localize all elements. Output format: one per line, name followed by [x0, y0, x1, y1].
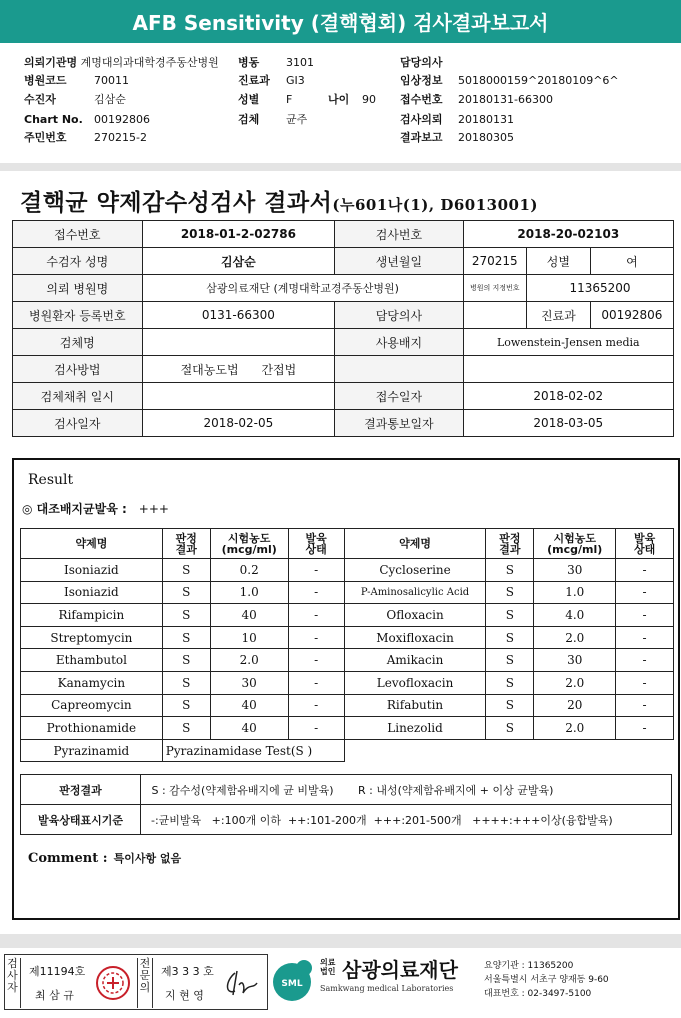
specialist-no: 제3 3 3 호	[161, 965, 214, 978]
resident-no-label: 주민번호	[24, 131, 67, 144]
accession-value: 20180131-66300	[458, 93, 553, 106]
cell-judge: S	[486, 604, 534, 627]
cell-conc: 2.0	[534, 717, 616, 740]
growth-criteria-label: 발육상태표시기준	[21, 805, 141, 835]
department-label: 진료과	[526, 302, 590, 329]
table-row	[21, 604, 674, 627]
cell-conc: 30	[534, 559, 616, 582]
cell-growth: -	[288, 717, 344, 740]
cell-conc: 0.2	[210, 559, 288, 582]
specialist-label-text: 전문의	[139, 957, 151, 994]
cell-growth: -	[616, 694, 674, 717]
report-title-bar	[0, 0, 681, 46]
document-title-text: 결핵균 약제감수성검사 결과서	[20, 189, 333, 216]
table-row	[21, 559, 674, 582]
col-judge: 판정 결과	[162, 529, 210, 559]
cell-judge: S	[486, 649, 534, 672]
control-growth-label: ◎ 대조배지균발육 :	[22, 502, 127, 516]
request-date-value: 20180131	[458, 113, 514, 126]
cell-judge: S	[162, 694, 210, 717]
hospital-code-value: 70011	[94, 74, 129, 87]
patient-name-label: 수검자 성명	[13, 248, 143, 275]
chart-no-value: 00192806	[94, 113, 150, 126]
cell-growth: -	[616, 626, 674, 649]
comment-label: Comment :	[28, 851, 108, 866]
collection-label: 검체채취 일시	[13, 383, 143, 410]
cell-growth: -	[288, 649, 344, 672]
cell-conc: 2.0	[534, 626, 616, 649]
cell-drug: Pyrazinamid	[21, 739, 163, 762]
cell-growth: -	[616, 717, 674, 740]
col-drug-2: 약제명	[344, 529, 486, 559]
cell-judge: S	[162, 604, 210, 627]
col-drug: 약제명	[21, 529, 163, 559]
cell-conc: 4.0	[534, 604, 616, 627]
cell-conc: 40	[210, 717, 288, 740]
cell-conc: 40	[210, 604, 288, 627]
cell-conc: 30	[210, 671, 288, 694]
patient-info-table	[12, 220, 674, 437]
cell-drug: Rifabutin	[344, 694, 486, 717]
cell-judge: S	[486, 717, 534, 740]
cell-growth: -	[288, 581, 344, 604]
registration-value: 0131-66300	[142, 302, 335, 329]
cell-judge: S	[162, 626, 210, 649]
table-row-pyrazinamid	[21, 739, 674, 762]
age-value: 90	[362, 93, 376, 106]
seal-stamp-icon	[93, 963, 133, 1003]
accession-label: 접수번호	[400, 93, 443, 106]
medium-label: 사용배지	[335, 329, 463, 356]
report-date-value: 20180305	[458, 131, 514, 144]
dept-label: 진료과	[238, 74, 270, 87]
method-label: 검사방법	[13, 356, 143, 383]
org-name: 삼광의료재단	[342, 958, 458, 982]
judgement-text	[141, 775, 672, 805]
cell-judge: S	[162, 581, 210, 604]
signature-box	[4, 954, 268, 1010]
received-value: 2018-02-02	[463, 383, 673, 410]
table-row	[21, 717, 674, 740]
cell-drug: Cycloserine	[344, 559, 486, 582]
cell-conc: 2.0	[210, 649, 288, 672]
col-growth-2: 발육 상태	[616, 529, 674, 559]
sml-logo-icon	[270, 956, 314, 1002]
org-address: 서울특별시 서초구 양재동 9-60	[484, 975, 609, 985]
tested-value: 2018-02-05	[142, 410, 335, 437]
comment	[28, 850, 181, 866]
document-title	[20, 184, 538, 217]
drug-table-header	[21, 529, 674, 559]
method-2: 간접법	[261, 362, 297, 377]
reported-value: 2018-03-05	[463, 410, 673, 437]
table-row	[21, 626, 674, 649]
cell-judge: S	[486, 626, 534, 649]
hospital-name-label: 의뢰 병원명	[13, 275, 143, 302]
gender-value: 여	[590, 248, 673, 275]
cell-drug: Capreomycin	[21, 694, 163, 717]
tester-label	[5, 958, 21, 1008]
hospital-code-label: 병원코드	[24, 74, 67, 87]
dept-value: GI3	[286, 74, 305, 87]
judgement-r: R : 내성(약제함유배지에 + 이상 균발육)	[358, 783, 554, 797]
result-section	[12, 458, 680, 920]
method-blank-a	[335, 356, 463, 383]
doctor-value	[463, 302, 526, 329]
org-english: Samkwang medical Laboratories	[320, 984, 454, 993]
growth-criteria-text: -:균비발육 +:100개 이하 ++:101-200개 +++:201-500개 ++++:+++이상(융합발육)	[141, 805, 672, 835]
col-conc-2: 시험농도 (mcg/ml)	[534, 529, 616, 559]
cell-conc: 40	[210, 694, 288, 717]
clinical-info-value: 5018000159^20180109^6^	[458, 74, 619, 87]
cell-growth: -	[616, 604, 674, 627]
age-label: 나이	[328, 93, 350, 106]
table-row	[21, 671, 674, 694]
table-row	[21, 649, 674, 672]
cell-conc: 30	[534, 649, 616, 672]
tester-no: 제11194호	[29, 965, 86, 978]
cell-drug: P-Aminosalicylic Acid	[344, 581, 486, 604]
cell-drug: Ofloxacin	[344, 604, 486, 627]
org-phone: 대표번호 : 02-3497-5100	[484, 989, 592, 999]
patient-value: 김삼순	[94, 93, 126, 106]
control-growth	[22, 500, 169, 517]
cell-judge: S	[162, 559, 210, 582]
cell-drug: Isoniazid	[21, 559, 163, 582]
cell-drug: Kanamycin	[21, 671, 163, 694]
resident-no-value: 270215-2	[94, 131, 147, 144]
col-growth: 발육 상태	[288, 529, 344, 559]
cell-growth: -	[288, 671, 344, 694]
judgement-s: S : 감수성(약제함유배지에 균 비발육)	[151, 783, 334, 797]
cell-conc: 20	[534, 694, 616, 717]
cell-judge: S	[162, 671, 210, 694]
sml-logo-text: SML	[281, 979, 303, 989]
cell-drug: Ethambutol	[21, 649, 163, 672]
cell-drug: Moxifloxacin	[344, 626, 486, 649]
sex-value: F	[286, 93, 293, 106]
cell-conc: 10	[210, 626, 288, 649]
hospital-name-value: 삼광의료재단 (계명대학교경주동산병원)	[142, 275, 463, 302]
dob-value: 270215	[463, 248, 526, 275]
cell-drug: Prothionamide	[21, 717, 163, 740]
cell-growth: -	[288, 694, 344, 717]
specimen-value	[142, 329, 335, 356]
cell-drug: Amikacin	[344, 649, 486, 672]
doctor-label: 담당의사	[335, 302, 463, 329]
signature-icon	[223, 967, 263, 1001]
department-value: 00192806	[590, 302, 673, 329]
specialist-label	[137, 958, 153, 1008]
tester-label-text: 검사자	[7, 957, 18, 994]
cell-growth: -	[616, 581, 674, 604]
medium-value: Lowenstein-Jensen media	[463, 329, 673, 356]
cell-drug: Isoniazid	[21, 581, 163, 604]
control-growth-value: +++	[138, 502, 169, 516]
patient-label: 수진자	[24, 93, 56, 106]
request-date-label: 검사의뢰	[400, 113, 443, 126]
section-divider	[0, 163, 681, 171]
clinical-info-label: 임상정보	[400, 74, 443, 87]
cell-drug: Rifampicin	[21, 604, 163, 627]
hospital-code-value: 11365200	[526, 275, 673, 302]
method-1: 절대농도법	[180, 362, 239, 377]
cell-judge: S	[486, 581, 534, 604]
cell-judge: S	[486, 694, 534, 717]
specimen-value: 균주	[286, 113, 308, 126]
legend-table	[20, 774, 672, 835]
doctor-label: 담당의사	[400, 56, 443, 69]
ward-label: 병동	[238, 56, 260, 69]
cell-growth: -	[288, 604, 344, 627]
received-label: 접수일자	[335, 383, 463, 410]
drug-table	[20, 528, 674, 762]
report-date-label: 결과보고	[400, 131, 443, 144]
method-blank-b	[463, 356, 673, 383]
report-title: AFB Sensitivity (결핵협회) 검사결과보고서	[132, 11, 549, 35]
org-prefix: 의료법인	[320, 958, 336, 976]
gender-label: 성별	[526, 248, 590, 275]
tested-label: 검사일자	[13, 410, 143, 437]
specimen-label: 검체	[238, 113, 260, 126]
method-value	[142, 356, 335, 383]
cell-growth: -	[616, 559, 674, 582]
chart-no-label: Chart No.	[24, 113, 83, 126]
tester-name: 최 삼 규	[35, 989, 74, 1002]
hospital-label: 의뢰기관명	[24, 56, 78, 69]
judgement-label: 판정결과	[21, 775, 141, 805]
cell-growth: -	[616, 649, 674, 672]
cell-drug: Levofloxacin	[344, 671, 486, 694]
footer-divider	[0, 934, 681, 948]
patient-name-value: 김삼순	[142, 248, 335, 275]
dob-label: 생년월일	[335, 248, 463, 275]
cell-growth: -	[616, 671, 674, 694]
org-code: 요양기관 : 11365200	[484, 961, 574, 971]
test-no-label: 검사번호	[335, 221, 463, 248]
reception-no-label: 접수번호	[13, 221, 143, 248]
cell-judge: S	[162, 649, 210, 672]
cell-judge: S	[162, 717, 210, 740]
cell-judge: S	[486, 671, 534, 694]
test-no-value: 2018-20-02103	[463, 221, 673, 248]
collection-value	[142, 383, 335, 410]
sex-label: 성별	[238, 93, 260, 106]
cell-growth: -	[288, 559, 344, 582]
cell-drug: Linezolid	[344, 717, 486, 740]
empty-cell	[344, 739, 673, 762]
table-row	[21, 694, 674, 717]
comment-text: 특이사항 없음	[113, 852, 182, 865]
result-heading: Result	[28, 472, 74, 488]
pyrazinamidase-test: Pyrazinamidase Test(S )	[162, 739, 344, 762]
specialist-name: 지 현 영	[165, 989, 204, 1002]
cell-conc: 1.0	[534, 581, 616, 604]
cell-conc: 1.0	[210, 581, 288, 604]
col-judge-2: 판정 결과	[486, 529, 534, 559]
cell-judge: S	[486, 559, 534, 582]
reception-no-value: 2018-01-2-02786	[142, 221, 335, 248]
hospital-code-label: 병원의 지정번호	[463, 275, 526, 302]
ward-value: 3101	[286, 56, 314, 69]
cell-growth: -	[288, 626, 344, 649]
hospital-value: 계명대의과대학경주동산병원	[80, 56, 219, 69]
col-conc: 시험농도 (mcg/ml)	[210, 529, 288, 559]
table-row	[21, 581, 674, 604]
specimen-label: 검체명	[13, 329, 143, 356]
lab-logo	[270, 952, 680, 1012]
cell-drug: Streptomycin	[21, 626, 163, 649]
registration-label: 병원환자 등록번호	[13, 302, 143, 329]
reported-label: 결과통보일자	[335, 410, 463, 437]
cell-conc: 2.0	[534, 671, 616, 694]
document-code: (누601나(1), D6013001)	[332, 196, 538, 214]
